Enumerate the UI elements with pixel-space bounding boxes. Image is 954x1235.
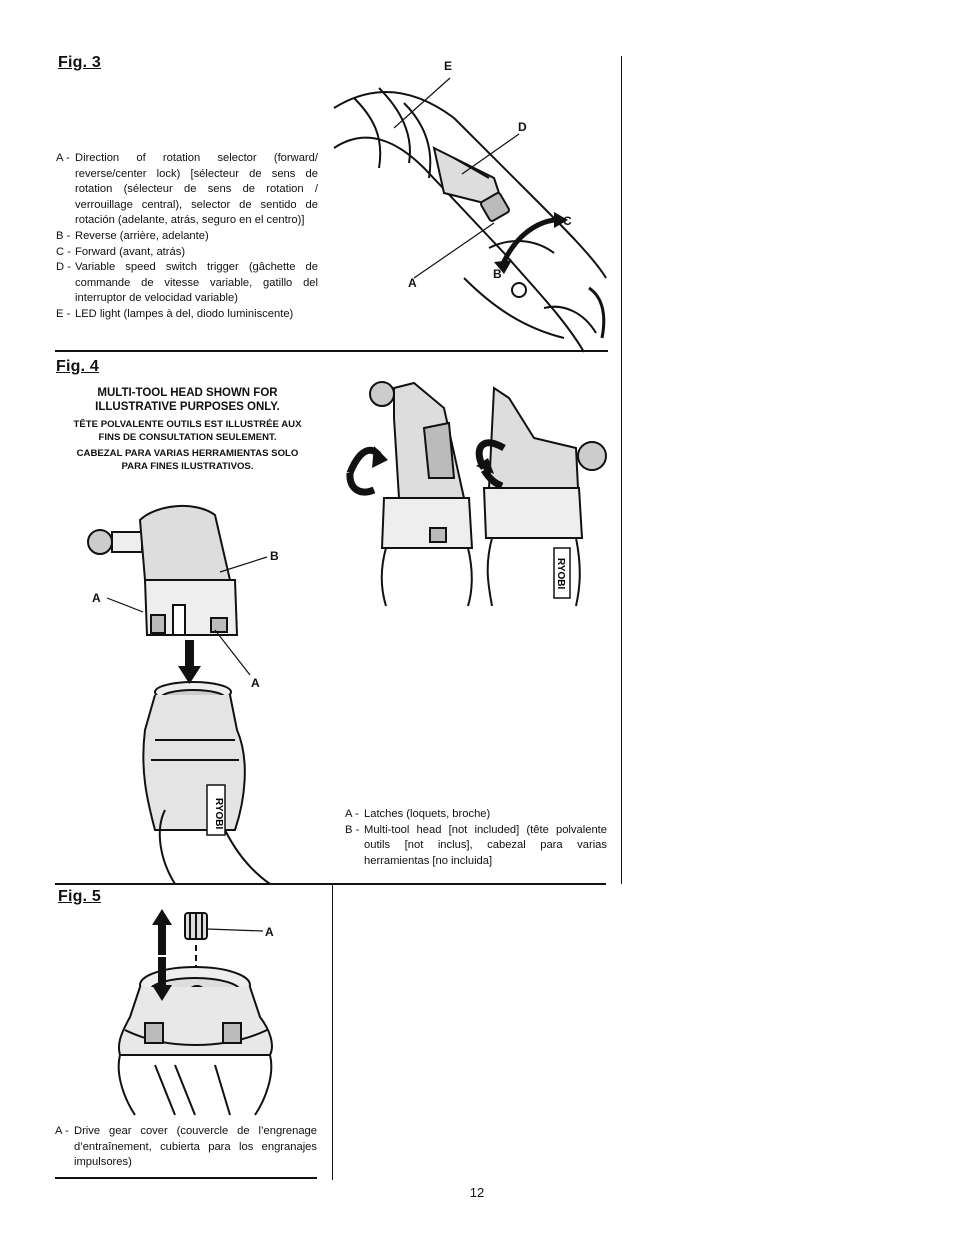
legend-item <box>345 823 607 870</box>
legend-text: Drive gear cover (couvercle de l’engrenage d’entraînement, cubierta para los engranajes impulsores) <box>74 1125 317 1169</box>
fig4-title: Fig. 4 <box>56 358 99 375</box>
fig4-notice <box>60 386 315 473</box>
fig3-label-d: D <box>518 120 527 134</box>
fig5-label-a: A <box>265 925 274 939</box>
legend-item <box>55 1124 317 1171</box>
legend-item <box>56 307 318 323</box>
brand-logo-text: RYOBI <box>213 798 224 830</box>
legend-text: Forward (avant, atrás) <box>75 245 186 258</box>
legend-key: D - <box>56 261 71 274</box>
legend-text: Latches (loquets, broche) <box>364 808 491 820</box>
legend-key: E - <box>56 307 71 320</box>
legend-key: C - <box>56 245 71 258</box>
legend-key: B - <box>345 823 360 836</box>
fig4-label-a-right: A <box>251 676 260 690</box>
legend-text: LED light (lampes à del, diodo luminiscente) <box>75 307 294 320</box>
notice-es-line: CABEZAL PARA VARIAS HERRAMIENTAS SOLO <box>76 448 299 459</box>
fig4-legend <box>345 807 607 869</box>
fig4-label-a-left: A <box>92 591 101 605</box>
legend-text: Variable speed switch trigger (gâchette de commande de vitesse variable, gatillo del interruptor de velocidad variable) <box>75 261 318 305</box>
legend-key: A - <box>345 808 359 820</box>
divider <box>55 1177 317 1179</box>
legend-key: A - <box>56 152 70 164</box>
fig3-label-e: E <box>444 59 453 73</box>
legend-item <box>56 229 318 245</box>
fig3-title: Fig. 3 <box>58 54 101 71</box>
column-divider <box>621 56 622 884</box>
legend-item <box>345 807 607 823</box>
notice-es-line: PARA FINES ILUSTRATIVOS. <box>121 461 254 472</box>
divider <box>55 883 606 885</box>
fig3-label-a: A <box>408 276 417 290</box>
legend-key: B - <box>56 229 71 242</box>
page-number: 12 <box>469 1185 485 1200</box>
legend-item <box>56 245 318 261</box>
fig5-legend <box>55 1124 317 1171</box>
column-divider <box>332 884 333 1180</box>
fig3-label-b: B <box>493 267 502 281</box>
notice-en-line: ILLUSTRATIVE PURPOSES ONLY. <box>95 401 280 413</box>
fig3-label-c: C <box>563 214 572 228</box>
legend-item <box>56 151 318 229</box>
fig5-title: Fig. 5 <box>58 888 101 905</box>
legend-key: A - <box>55 1125 69 1137</box>
drive-gear-cover-illustration <box>105 905 285 1115</box>
legend-text: Multi-tool head [not included] (tête polvalente outils [not inclus], cabezal para varias herramientas [no incluida] <box>364 823 607 867</box>
notice-fr-line: TÊTE POLVALENTE OUTILS EST ILLUSTRÉE AUX <box>73 419 302 430</box>
divider <box>55 350 608 352</box>
multi-tool-head-attach-illustration <box>85 500 270 884</box>
legend-item <box>56 260 318 307</box>
legend-text: Direction of rotation selector (forward/ reverse/center lock) [sélecteur de sens de rotation (sélecteur de sens de rotation / verrouillage central), selector de sentido de rotación (adelante, atrás, seguro en el centro)] <box>75 152 318 227</box>
legend-text: Reverse (arrière, adelante) <box>75 229 209 242</box>
notice-en-line: MULTI-TOOL HEAD SHOWN FOR <box>97 387 278 399</box>
fig4-label-b: B <box>270 549 279 563</box>
brand-logo-text: RYOBI <box>555 558 566 590</box>
fig3-legend <box>56 151 318 323</box>
multi-tool-head-rotation-illustration <box>344 378 608 606</box>
notice-fr-line: FINS DE CONSULTATION SEULEMENT. <box>98 432 277 443</box>
